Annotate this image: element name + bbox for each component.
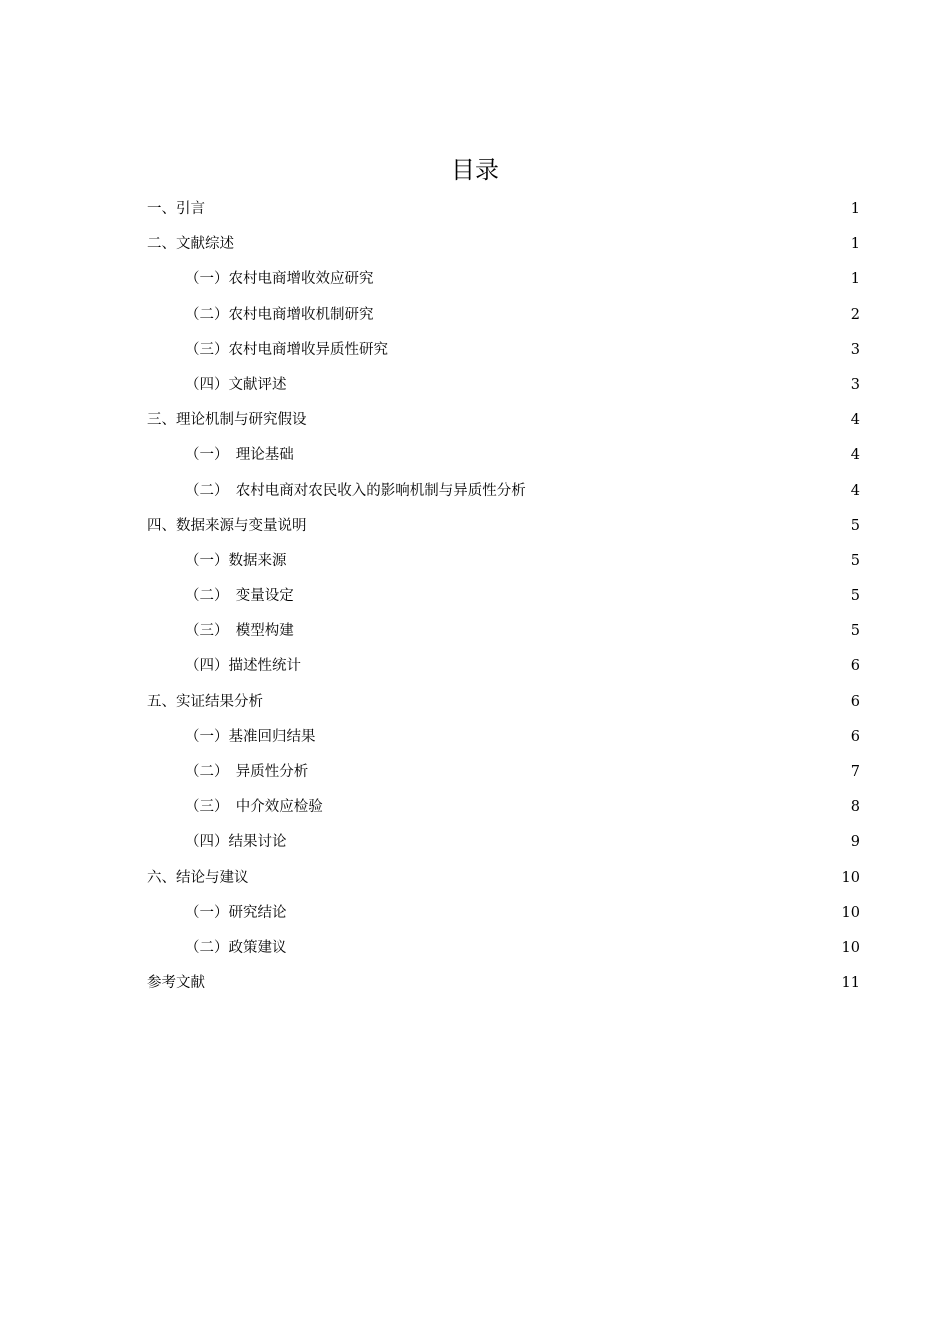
toc-page-number: 5	[850, 588, 860, 605]
toc-entry-subsection[interactable]	[147, 579, 860, 614]
toc-entry-section[interactable]	[147, 192, 860, 227]
toc-entry-section[interactable]	[147, 685, 860, 720]
toc-entry-title: （一）基准回归结果	[185, 728, 316, 745]
toc-dot-leader	[389, 353, 850, 354]
toc-entry-subsection[interactable]	[147, 544, 860, 579]
toc-page-number: 8	[850, 799, 860, 816]
toc-entry-section[interactable]	[147, 227, 860, 262]
toc-entry-title: （四）描述性统计	[185, 658, 301, 675]
toc-entry-subsection[interactable]	[147, 474, 860, 509]
toc-page-number: 1	[850, 236, 860, 253]
toc-entry-title: （一）研究结论	[185, 904, 287, 921]
toc-dot-leader	[302, 669, 850, 670]
toc-entry-title: （三）农村电商增收异质性研究	[185, 341, 388, 358]
toc-dot-leader	[264, 705, 850, 706]
toc-entry-subsection[interactable]	[147, 755, 860, 790]
toc-page-number: 6	[850, 658, 860, 675]
toc-entry-title: （四）文献评述	[185, 376, 287, 393]
toc-dot-leader	[288, 916, 841, 917]
toc-entry-title: （二） 变量设定	[185, 588, 294, 605]
toc-entry-subsection[interactable]	[147, 614, 860, 649]
toc-dot-leader	[288, 845, 850, 846]
toc-page-number: 5	[850, 552, 860, 569]
toc-dot-leader	[288, 564, 850, 565]
toc-page-number: 10	[841, 904, 860, 921]
toc-entry-title: （四）结果讨论	[185, 834, 287, 851]
toc-entry-section[interactable]	[147, 861, 860, 896]
toc-page-number: 10	[841, 939, 860, 956]
toc-entry-title: 六、结论与建议	[147, 869, 249, 886]
toc-entry-subsection[interactable]	[147, 438, 860, 473]
toc-entry-subsection[interactable]	[147, 720, 860, 755]
toc-page-number: 4	[850, 482, 860, 499]
toc-entry-title: （二）农村电商增收机制研究	[185, 306, 374, 323]
toc-page-number: 2	[850, 306, 860, 323]
toc-page-number: 10	[841, 869, 860, 886]
toc-dot-leader	[288, 388, 850, 389]
toc-dot-leader	[527, 494, 850, 495]
toc-page-number: 1	[850, 271, 860, 288]
toc-entry-subsection[interactable]	[147, 931, 860, 966]
toc-page-number: 3	[850, 341, 860, 358]
toc-dot-leader	[295, 599, 850, 600]
toc-page-number: 1	[850, 201, 860, 217]
toc-dot-leader	[206, 986, 841, 987]
toc-dot-leader	[375, 318, 850, 319]
toc-title: 目录	[451, 156, 499, 184]
toc-dot-leader	[309, 775, 850, 776]
toc-page-number: 4	[850, 447, 860, 464]
toc-entry-title: （三） 中介效应检验	[185, 799, 323, 816]
toc-entry-title: 一、引言	[147, 201, 205, 217]
toc-page-number: 9	[850, 834, 860, 851]
toc-dot-leader	[288, 951, 841, 952]
toc-entry-title: （三） 模型构建	[185, 623, 294, 640]
toc-dot-leader	[206, 212, 850, 213]
toc-dot-leader	[308, 423, 850, 424]
toc-entry-title: 三、理论机制与研究假设	[147, 412, 307, 429]
toc-entry-title: （一）数据来源	[185, 552, 287, 569]
toc-entry-section[interactable]	[147, 403, 860, 438]
toc-entry-title: 五、实证结果分析	[147, 693, 263, 710]
toc-page-number: 11	[841, 975, 860, 992]
toc-entry-title: （二） 异质性分析	[185, 764, 309, 780]
toc-entry-subsection[interactable]	[147, 298, 860, 333]
toc-entry-subsection[interactable]	[147, 368, 860, 403]
toc-entry-subsection[interactable]	[147, 896, 860, 931]
toc-entry-title: （一）农村电商增收效应研究	[185, 271, 374, 288]
toc-dot-leader	[317, 740, 850, 741]
toc-dot-leader	[250, 881, 841, 882]
toc-entry-title: 二、文献综述	[147, 236, 234, 253]
toc-page-number: 4	[850, 412, 860, 429]
toc-entry-subsection[interactable]	[147, 262, 860, 297]
toc-dot-leader	[235, 247, 850, 248]
toc-dot-leader	[375, 282, 850, 283]
toc-entry-title: （一） 理论基础	[185, 447, 294, 464]
toc-entry-subsection[interactable]	[147, 790, 860, 825]
toc-entry-section[interactable]	[147, 966, 860, 1001]
toc-page-number: 5	[850, 517, 860, 534]
table-of-contents	[147, 192, 860, 1001]
toc-entry-subsection[interactable]	[147, 825, 860, 860]
toc-entry-title: （二）政策建议	[185, 939, 287, 956]
toc-entry-section[interactable]	[147, 509, 860, 544]
toc-entry-subsection[interactable]	[147, 333, 860, 368]
toc-dot-leader	[308, 529, 850, 530]
toc-dot-leader	[324, 810, 850, 811]
toc-entry-title: （二） 农村电商对农民收入的影响机制与异质性分析	[185, 482, 526, 499]
toc-page-number: 3	[850, 376, 860, 393]
toc-dot-leader	[295, 634, 850, 635]
toc-page-number: 5	[850, 623, 860, 640]
toc-page-number: 6	[850, 693, 860, 710]
toc-entry-title: 四、数据来源与变量说明	[147, 517, 307, 534]
toc-page-number: 7	[850, 764, 860, 780]
toc-entry-subsection[interactable]	[147, 649, 860, 684]
toc-entry-title: 参考文献	[147, 975, 205, 992]
toc-dot-leader	[295, 458, 850, 459]
toc-page-number: 6	[850, 728, 860, 745]
